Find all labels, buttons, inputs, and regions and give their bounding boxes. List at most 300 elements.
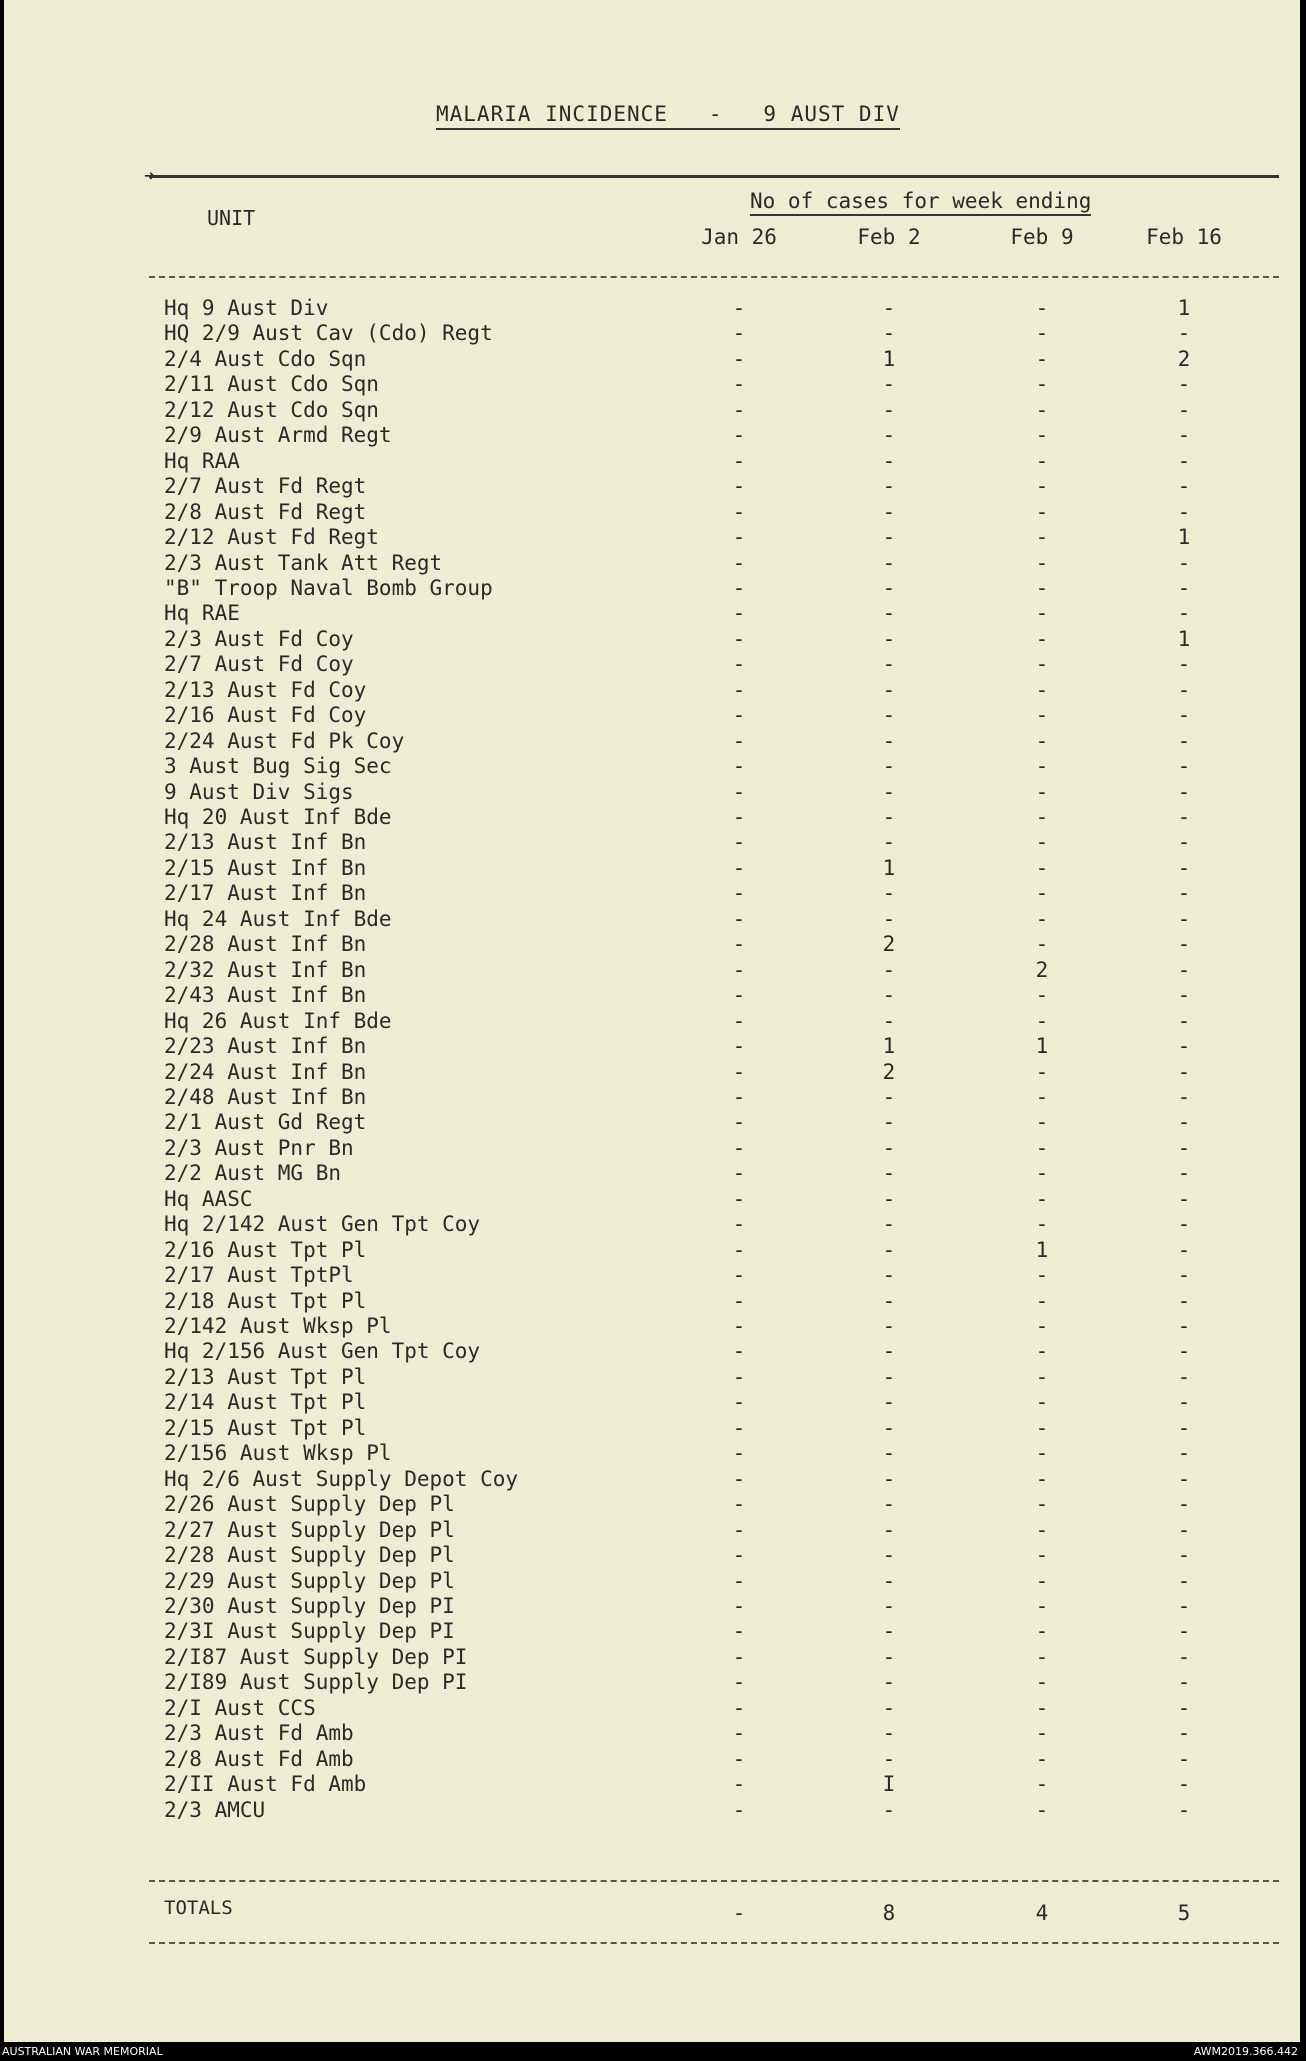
table-row <box>4 1009 1300 1034</box>
unit-name: 3 Aust Bug Sig Sec <box>164 754 392 779</box>
cases-feb2: - <box>882 830 896 855</box>
cases-feb16: - <box>1177 1441 1191 1466</box>
unit-name: 2/17 Aust TptPl <box>164 1263 354 1288</box>
cases-feb9: - <box>1035 321 1049 346</box>
table-row <box>4 1110 1300 1135</box>
cases-jan26: - <box>732 1644 746 1669</box>
cases-feb2: - <box>882 703 896 728</box>
cases-feb2: - <box>882 1263 896 1288</box>
cases-jan26: - <box>732 677 746 702</box>
cases-feb9: - <box>1035 1593 1049 1618</box>
cases-feb9: - <box>1035 575 1049 600</box>
cases-feb9: - <box>1035 855 1049 880</box>
unit-name: 2/29 Aust Supply Dep Pl <box>164 1568 455 1593</box>
cases-feb9: - <box>1035 1364 1049 1389</box>
table-row <box>4 678 1300 703</box>
unit-name: 2/12 Aust Cdo Sqn <box>164 397 379 422</box>
cases-feb16: - <box>1177 372 1191 397</box>
cases-feb9: - <box>1035 1415 1049 1440</box>
unit-name: 2/48 Aust Inf Bn <box>164 1084 367 1109</box>
table-row <box>4 1492 1300 1517</box>
table-row <box>4 1670 1300 1695</box>
table-row <box>4 1747 1300 1772</box>
cases-feb2: - <box>882 1670 896 1695</box>
unit-name: Hq RAA <box>164 448 240 473</box>
unit-name: 2/9 Aust Armd Regt <box>164 423 392 448</box>
cases-feb9: - <box>1035 601 1049 626</box>
cases-jan26: - <box>732 1772 746 1797</box>
unit-name: 2/28 Aust Inf Bn <box>164 932 367 957</box>
cases-feb9: - <box>1035 474 1049 499</box>
table-row <box>4 830 1300 855</box>
cases-feb16: - <box>1177 805 1191 829</box>
column-header-feb2: Feb 2 <box>857 225 921 249</box>
cases-feb16: - <box>1177 1263 1191 1288</box>
cases-feb2: - <box>882 423 896 448</box>
cases-group-header: No of cases for week ending <box>750 189 1091 216</box>
cases-jan26: - <box>732 1695 746 1720</box>
unit-name: Hq 2/156 Aust Gen Tpt Coy <box>164 1339 481 1364</box>
unit-name: 2/24 Aust Inf Bn <box>164 1059 367 1084</box>
cases-feb16: - <box>1177 1797 1191 1822</box>
cases-feb2: - <box>882 1237 896 1262</box>
unit-name: Hq 2/142 Aust Gen Tpt Coy <box>164 1212 481 1237</box>
cases-feb16: - <box>1177 677 1191 702</box>
cases-feb2: 1 <box>882 855 896 880</box>
cases-jan26: - <box>732 1084 746 1109</box>
cases-feb9: - <box>1035 1263 1049 1288</box>
unit-name: 2/1 Aust Gd Regt <box>164 1110 367 1135</box>
table-row <box>4 576 1300 601</box>
unit-name: Hq 2/6 Aust Supply Depot Coy <box>164 1466 519 1491</box>
totals-row <box>4 1897 1300 1927</box>
unit-name: 2/2 Aust MG Bn <box>164 1161 342 1186</box>
cases-jan26: - <box>732 1135 746 1160</box>
unit-name: 2/11 Aust Cdo Sqn <box>164 372 379 397</box>
table-row <box>4 1798 1300 1823</box>
table-row <box>4 1161 1300 1186</box>
cases-feb16: - <box>1177 1644 1191 1669</box>
cases-feb9: - <box>1035 626 1049 651</box>
cases-feb9: - <box>1035 1772 1049 1797</box>
unit-name: 2/I87 Aust Supply Dep PI <box>164 1644 468 1669</box>
cases-feb9: - <box>1035 1339 1049 1364</box>
cases-jan26: - <box>732 906 746 931</box>
unit-name: 2/12 Aust Fd Regt <box>164 525 379 550</box>
table-row <box>4 1543 1300 1568</box>
total-feb16: 5 <box>1177 1901 1191 1925</box>
cases-feb2: - <box>882 1441 896 1466</box>
document-page <box>4 0 1300 2042</box>
header-top-rule <box>149 175 1279 178</box>
cases-jan26: - <box>732 1237 746 1262</box>
unit-name: 2/8 Aust Fd Regt <box>164 499 367 524</box>
table-row <box>4 1390 1300 1415</box>
cases-jan26: - <box>732 474 746 499</box>
unit-name: 2/3 Aust Pnr Bn <box>164 1135 354 1160</box>
cases-jan26: - <box>732 397 746 422</box>
cases-feb16: - <box>1177 957 1191 982</box>
cases-feb2: - <box>882 1543 896 1568</box>
cases-feb9: - <box>1035 652 1049 677</box>
cases-feb2: - <box>882 525 896 550</box>
unit-name: 2/3 Aust Fd Amb <box>164 1721 354 1746</box>
cases-feb16: - <box>1177 932 1191 957</box>
unit-name: 2/8 Aust Fd Amb <box>164 1746 354 1771</box>
totals-top-rule <box>149 1880 1279 1882</box>
unit-name: 2/30 Aust Supply Dep PI <box>164 1593 455 1618</box>
cases-feb2: - <box>882 677 896 702</box>
unit-name: 2/14 Aust Tpt Pl <box>164 1390 367 1415</box>
cases-feb9: - <box>1035 983 1049 1008</box>
cases-jan26: - <box>732 448 746 473</box>
cases-jan26: - <box>732 1339 746 1364</box>
cases-feb9: - <box>1035 1059 1049 1084</box>
total-feb2: 8 <box>882 1901 896 1925</box>
cases-feb2: - <box>882 1492 896 1517</box>
cases-feb9: - <box>1035 1543 1049 1568</box>
cases-feb2: - <box>882 321 896 346</box>
cases-jan26: - <box>732 1517 746 1542</box>
cases-feb2: 1 <box>882 346 896 371</box>
table-row <box>4 1060 1300 1085</box>
cases-feb2: - <box>882 550 896 575</box>
cases-jan26: - <box>732 1466 746 1491</box>
unit-name: 2/16 Aust Fd Coy <box>164 703 367 728</box>
cases-feb2: 2 <box>882 932 896 957</box>
cases-feb9: - <box>1035 346 1049 371</box>
cases-feb2: - <box>882 1619 896 1644</box>
cases-jan26: - <box>732 881 746 906</box>
cases-jan26: - <box>732 1568 746 1593</box>
table-row <box>4 703 1300 728</box>
total-jan26: - <box>732 1901 746 1925</box>
cases-feb2: - <box>882 1084 896 1109</box>
cases-jan26: - <box>732 1492 746 1517</box>
cases-feb9: - <box>1035 1670 1049 1695</box>
table-row <box>4 500 1300 525</box>
cases-jan26: - <box>732 1008 746 1033</box>
cases-jan26: - <box>732 1619 746 1644</box>
unit-name: 2/3 Aust Tank Att Regt <box>164 550 443 575</box>
cases-feb9: - <box>1035 397 1049 422</box>
cases-jan26: - <box>732 499 746 524</box>
cases-jan26: - <box>732 1670 746 1695</box>
cases-feb9: 2 <box>1035 957 1049 982</box>
footer-left-text: AUSTRALIAN WAR MEMORIAL <box>2 2045 163 2058</box>
cases-feb9: - <box>1035 1695 1049 1720</box>
table-row <box>4 729 1300 754</box>
cases-feb9: - <box>1035 830 1049 855</box>
unit-name: 2/43 Aust Inf Bn <box>164 983 367 1008</box>
unit-name: 2/28 Aust Supply Dep Pl <box>164 1543 455 1568</box>
cases-feb16: - <box>1177 1008 1191 1033</box>
cases-jan26: - <box>732 1314 746 1338</box>
cases-feb16: - <box>1177 575 1191 600</box>
unit-name: Hq 24 Aust Inf Bde <box>164 906 392 931</box>
cases-feb16: - <box>1177 1110 1191 1135</box>
unit-name: 2/13 Aust Tpt Pl <box>164 1364 367 1389</box>
cases-jan26: - <box>732 983 746 1008</box>
cases-feb9: - <box>1035 677 1049 702</box>
cases-feb9: - <box>1035 1390 1049 1415</box>
table-row <box>4 296 1300 321</box>
table-row <box>4 1187 1300 1212</box>
cases-feb2: - <box>882 957 896 982</box>
cases-jan26: - <box>732 652 746 677</box>
table-row <box>4 398 1300 423</box>
cases-jan26: - <box>732 1593 746 1618</box>
cases-feb16: - <box>1177 1492 1191 1517</box>
cases-jan26: - <box>732 423 746 448</box>
cases-feb2: 2 <box>882 1059 896 1084</box>
cases-feb2: - <box>882 1568 896 1593</box>
cases-feb16: - <box>1177 1543 1191 1568</box>
unit-name: 2/26 Aust Supply Dep Pl <box>164 1492 455 1517</box>
table-row <box>4 474 1300 499</box>
unit-name: 2/15 Aust Inf Bn <box>164 855 367 880</box>
cases-feb16: 2 <box>1177 346 1191 371</box>
unit-name: "B" Troop Naval Bomb Group <box>164 575 493 600</box>
cases-feb16: - <box>1177 1135 1191 1160</box>
table-row <box>4 1645 1300 1670</box>
table-row <box>4 1263 1300 1288</box>
cases-jan26: - <box>732 805 746 829</box>
cases-jan26: - <box>732 1390 746 1415</box>
cases-feb2: - <box>882 881 896 906</box>
cases-feb16: - <box>1177 1721 1191 1746</box>
table-row <box>4 958 1300 983</box>
table-row <box>4 1365 1300 1390</box>
cases-jan26: - <box>732 1543 746 1568</box>
cases-feb16: - <box>1177 1339 1191 1364</box>
table-row <box>4 780 1300 805</box>
cases-jan26: - <box>732 346 746 371</box>
unit-column-header: UNIT <box>207 206 256 230</box>
cases-feb9: - <box>1035 1644 1049 1669</box>
header-bottom-rule <box>149 276 1279 278</box>
table-row <box>4 1696 1300 1721</box>
cases-feb16: - <box>1177 906 1191 931</box>
cases-feb9: - <box>1035 1721 1049 1746</box>
cases-feb2: - <box>882 397 896 422</box>
cases-feb2: - <box>882 906 896 931</box>
cases-feb2: - <box>882 1161 896 1186</box>
cases-feb16: - <box>1177 1517 1191 1542</box>
table-row <box>4 601 1300 626</box>
cases-feb2: - <box>882 474 896 499</box>
unit-name: 2/13 Aust Fd Coy <box>164 677 367 702</box>
cases-jan26: - <box>732 703 746 728</box>
table-row <box>4 652 1300 677</box>
cases-feb2: - <box>882 983 896 1008</box>
cases-feb9: - <box>1035 372 1049 397</box>
unit-name: 2/15 Aust Tpt Pl <box>164 1415 367 1440</box>
unit-name: 9 Aust Div Sigs <box>164 779 354 804</box>
table-row <box>4 1441 1300 1466</box>
cases-feb16: 1 <box>1177 525 1191 550</box>
cases-jan26: - <box>732 1263 746 1288</box>
cases-feb16: - <box>1177 1568 1191 1593</box>
cases-jan26: - <box>732 1415 746 1440</box>
table-row <box>4 423 1300 448</box>
cases-jan26: - <box>732 754 746 779</box>
cases-feb16: - <box>1177 1390 1191 1415</box>
cases-feb16: - <box>1177 550 1191 575</box>
cases-feb9: - <box>1035 448 1049 473</box>
cases-feb2: - <box>882 652 896 677</box>
cases-feb16: - <box>1177 754 1191 779</box>
table-row <box>4 1289 1300 1314</box>
cases-feb16: 1 <box>1177 296 1191 320</box>
cases-feb2: - <box>882 1364 896 1389</box>
table-row <box>4 1136 1300 1161</box>
cases-jan26: - <box>732 550 746 575</box>
cases-feb16: - <box>1177 1364 1191 1389</box>
table-row <box>4 1569 1300 1594</box>
cases-feb2: - <box>882 1390 896 1415</box>
unit-name: 2/3I Aust Supply Dep PI <box>164 1619 455 1644</box>
cases-feb16: - <box>1177 601 1191 626</box>
cases-feb16: - <box>1177 779 1191 804</box>
table-row <box>4 1467 1300 1492</box>
cases-jan26: - <box>732 1364 746 1389</box>
cases-feb16: - <box>1177 423 1191 448</box>
column-header-jan26: Jan 26 <box>701 225 777 249</box>
cases-jan26: - <box>732 1721 746 1746</box>
unit-name: 2/3 Aust Fd Coy <box>164 626 354 651</box>
cases-feb9: - <box>1035 779 1049 804</box>
cases-feb2: - <box>882 575 896 600</box>
table-row <box>4 551 1300 576</box>
cases-feb16: 1 <box>1177 626 1191 651</box>
unit-name: 2/24 Aust Fd Pk Coy <box>164 728 405 753</box>
cases-feb9: - <box>1035 1314 1049 1338</box>
cases-jan26: - <box>732 779 746 804</box>
cases-feb9: - <box>1035 525 1049 550</box>
table-row <box>4 754 1300 779</box>
cases-jan26: - <box>732 1212 746 1237</box>
cases-feb2: - <box>882 296 896 320</box>
cases-feb9: - <box>1035 296 1049 320</box>
cases-jan26: - <box>732 601 746 626</box>
cases-feb9: - <box>1035 1746 1049 1771</box>
cases-feb9: - <box>1035 906 1049 931</box>
cases-feb9: 1 <box>1035 1237 1049 1262</box>
cases-feb2: - <box>882 805 896 829</box>
table-row <box>4 881 1300 906</box>
cases-feb16: - <box>1177 1593 1191 1618</box>
cases-feb2: - <box>882 1797 896 1822</box>
cases-feb16: - <box>1177 1161 1191 1186</box>
table-row <box>4 1085 1300 1110</box>
cases-jan26: - <box>732 575 746 600</box>
unit-name: 2/142 Aust Wksp Pl <box>164 1314 392 1338</box>
unit-name: HQ 2/9 Aust Cav (Cdo) Regt <box>164 321 493 346</box>
totals-bottom-rule <box>149 1942 1279 1944</box>
cases-feb9: - <box>1035 754 1049 779</box>
unit-name: 2/23 Aust Inf Bn <box>164 1034 367 1059</box>
cases-feb16: - <box>1177 1288 1191 1313</box>
unit-name: Hq 26 Aust Inf Bde <box>164 1008 392 1033</box>
totals-label: TOTALS <box>164 1897 233 1919</box>
cases-feb2: - <box>882 1466 896 1491</box>
cases-jan26: - <box>732 1059 746 1084</box>
cases-jan26: - <box>732 855 746 880</box>
cases-jan26: - <box>732 1288 746 1313</box>
table-row <box>4 1034 1300 1059</box>
cases-feb16: - <box>1177 1059 1191 1084</box>
cases-feb9: - <box>1035 1797 1049 1822</box>
cases-feb2: - <box>882 779 896 804</box>
cases-feb16: - <box>1177 1186 1191 1211</box>
cases-feb2: I <box>882 1772 896 1797</box>
cases-feb9: - <box>1035 550 1049 575</box>
cases-feb16: - <box>1177 1619 1191 1644</box>
cases-feb9: - <box>1035 728 1049 753</box>
total-feb9: 4 <box>1035 1901 1049 1925</box>
table-row <box>4 321 1300 346</box>
cases-feb9: - <box>1035 1161 1049 1186</box>
cases-jan26: - <box>732 372 746 397</box>
table-row <box>4 932 1300 957</box>
unit-name: 2/II Aust Fd Amb <box>164 1772 367 1797</box>
archive-footer <box>0 2042 1306 2061</box>
table-row <box>4 1416 1300 1441</box>
table-row <box>4 805 1300 830</box>
cases-feb16: - <box>1177 881 1191 906</box>
cases-feb16: - <box>1177 728 1191 753</box>
table-row <box>4 1594 1300 1619</box>
cases-feb16: - <box>1177 1466 1191 1491</box>
cases-feb9: - <box>1035 423 1049 448</box>
cases-jan26: - <box>732 957 746 982</box>
cases-feb16: - <box>1177 321 1191 346</box>
table-row <box>4 907 1300 932</box>
cases-feb9: - <box>1035 1084 1049 1109</box>
cases-feb16: - <box>1177 1695 1191 1720</box>
unit-name: 2/27 Aust Supply Dep Pl <box>164 1517 455 1542</box>
column-header-feb9: Feb 9 <box>1010 225 1074 249</box>
cases-feb16: - <box>1177 1670 1191 1695</box>
cases-jan26: - <box>732 728 746 753</box>
cases-feb2: - <box>882 1644 896 1669</box>
cases-feb9: - <box>1035 1517 1049 1542</box>
cases-feb9: - <box>1035 1008 1049 1033</box>
unit-name: 2/156 Aust Wksp Pl <box>164 1441 392 1466</box>
footer-right-text: AWM2019.366.442 <box>1193 2045 1298 2058</box>
cases-feb2: - <box>882 1186 896 1211</box>
cases-feb2: - <box>882 1135 896 1160</box>
cases-jan26: - <box>732 525 746 550</box>
cases-feb16: - <box>1177 1314 1191 1338</box>
cases-feb16: - <box>1177 652 1191 677</box>
cases-feb9: - <box>1035 881 1049 906</box>
cases-feb16: - <box>1177 983 1191 1008</box>
cases-jan26: - <box>732 830 746 855</box>
cases-feb2: - <box>882 1008 896 1033</box>
table-row <box>4 525 1300 550</box>
table-row <box>4 983 1300 1008</box>
cases-feb16: - <box>1177 448 1191 473</box>
cases-feb9: - <box>1035 1568 1049 1593</box>
page-title: MALARIA INCIDENCE - 9 AUST DIV <box>436 102 900 130</box>
unit-name: 2/13 Aust Inf Bn <box>164 830 367 855</box>
cases-jan26: - <box>732 1441 746 1466</box>
cases-feb2: - <box>882 1212 896 1237</box>
table-row <box>4 856 1300 881</box>
cases-feb16: - <box>1177 397 1191 422</box>
